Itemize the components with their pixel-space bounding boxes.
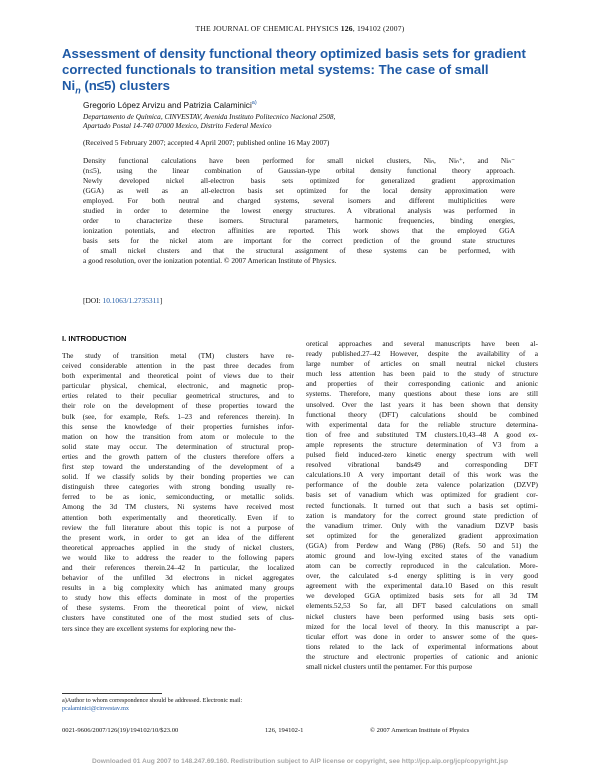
text-line: their role on the development of these properties toward the [62,401,294,411]
affiliation [83,112,463,131]
text-line: elements.52,53 So far, all DFT based calculations on small [306,601,538,611]
text-line: (GGA) from Perdew and Wang (P86) (Refs. 50 and 51) the [306,540,538,550]
abstract-line: (n≤5), using the linear combination of Gaussian-type orbital density functional theory approach. [83,166,515,176]
text-line: resolved vibrational bands49 and corresponding DFT [306,460,538,470]
text-line: mized for the local level of theory. In this manuscript a par- [306,621,538,631]
abstract-line: a good resolution, over the ionization potential. © 2007 American Institute of Physics. [83,256,337,266]
text-line: calculations.10 A very important detail of this work was the [306,470,538,480]
text-line: ceived considerable attention in the past three decades from [62,361,294,371]
text-line: the structure and electronic properties of cationic and anionic [306,651,538,661]
text-line: small nickel clusters until the pentamer. For this purpose [306,662,473,671]
journal-name: THE JOURNAL OF CHEMICAL PHYSICS [195,24,339,33]
article-title [62,46,562,99]
text-line: and their references therein.24–42 In particular, the localized [62,562,294,572]
text-line: Among the 3d TM clusters, Ni systems have received most [62,502,294,512]
text-line: set optimized for the generalized gradient approximation [306,530,538,540]
text-line: ticular effort was done in order to answer some of the ques- [306,631,538,641]
text-line: of these systems. From the theoretical point of view, nickel [62,603,294,613]
text-line: large number of articles on small neutral nickel clusters [306,359,538,369]
text-line: zation is mandatory for the correct ground state prediction of [306,510,538,520]
text-line: performance of the double zeta valence polarization (DZVP) [306,480,538,490]
author-footnote-marker[interactable]: a) [251,100,257,107]
text-line: clusters have constituted one of the most studied sets of clus- [62,613,294,623]
abstract-line: employed. For both neutral and charged systems, several isomers and different multiplicities were [83,196,515,206]
abstract-line: studied in order to determine the lowest energy structures. A vibrational analysis was performed in [83,206,515,216]
text-line: review the full literature about this topic is not a purpose of [62,522,294,532]
text-line: with experimental data for the reliable structure determina- [306,419,538,429]
text-line: much less attention has been paid to the study of structure [306,369,538,379]
text-line: functional theory (DFT) calculations should be combined [306,409,538,419]
text-line: erties related to their peculiar geometrical structures, and to [62,391,294,401]
text-line: mation on how the transition from atom or molecule to the [62,431,294,441]
text-line: we developed GGA optimized basis sets for all 3d TM [306,591,538,601]
text-line: over, the calculated s-d energy splitting is in very good [306,571,538,581]
text-line: distinguish three categories with strong bonding usually re- [62,482,294,492]
abstract-line: order to characterize these isomers. Structural parameters, harmonic frequencies, binding energies, [83,216,515,226]
text-line: The study of transition metal (TM) clusters have re- [62,351,294,360]
abstract-line: Density functional calculations have been performed for small nickel clusters, Niₙ, Niₙ⁺, and Niₙ⁻ [83,156,515,165]
text-line: systems. Therefore, many questions about these ions are still [306,389,538,399]
footer-page: 126, 194102-1 [265,727,304,734]
footnote [62,697,294,713]
footnote-line-1: a)Author to whom correspondence should be addressed. Electronic mail: [62,697,243,704]
abstract-line: of small nickel clusters and that the structural assignment of these systems can be performed, with [83,246,515,256]
text-line: oretical approaches and several manuscripts have been al- [306,339,538,348]
text-line: erties and the growth pattern of the clusters therefore offers a [62,451,294,461]
doi-link[interactable]: 10.1063/1.2735311 [102,296,160,305]
abstract-line: Newly developed nickel all-electron basis sets optimized for generalized gradient approximation [83,176,515,186]
author-names: Gregorio López Arvizu and Patrizia Calaminici [83,100,252,110]
text-line: theoretical approaches applied in the study of nickel clusters, [62,542,294,552]
text-line: and properties of their corresponding cationic and anionic [306,379,538,389]
text-line: attention both experimentally and theoretically. Even if to [62,512,294,522]
text-line: behavior of the unfilled 3d electrons in nickel aggregates [62,573,294,583]
footnote-email[interactable]: pcalaminici@cinvestav.mx [62,705,129,713]
received-dates: (Received 5 February 2007; accepted 4 April 2007; published online 16 May 2007) [83,138,330,147]
text-line: ters since they are excellent systems for exploring new the- [62,623,236,633]
footer-copyright: © 2007 American Institute of Physics [370,727,470,734]
section-heading: I. INTRODUCTION [62,334,127,343]
author-list [83,100,257,110]
affiliation-line-1: Departamento de Química, CINVESTAV, Avenida Instituto Politecnico Nacional 2508, [83,112,336,121]
text-line: this sense the knowledge of their properties furnishes infor- [62,421,294,431]
text-line: the vanadium trimer. Only with the vanadium DZVP basis [306,520,538,530]
journal-volume: 126 [340,24,353,33]
footer-code: 0021-9606/2007/126(19)/194102/10/$23.00 [62,727,179,734]
footnote-divider [62,693,162,694]
journal-pages: , 194102 (2007) [352,24,405,33]
text-line: first step toward the understanding of the development of a [62,462,294,472]
text-line: ample represents the structure determination of V3 from a [306,439,538,449]
text-line: ferred to be as ionic, semiconducting, or metallic solids. [62,492,294,502]
text-line: atom can be correctly reproduced in the calculation. More- [306,561,538,571]
text-line: tion of free and substituted TM clusters.10,43–48 A good ex- [306,429,538,439]
text-line: the present work, in order to get an idea of the different [62,532,294,542]
text-line: particular physical, chemical, electronic, and magnetic prop- [62,381,294,391]
abstract-line: (GGA) as well as an all-electron basis set optimized for the local density approximation were [83,186,515,196]
abstract [83,156,515,267]
title-line-3: $Ni_n$ (n≤5) clusters [62,78,171,96]
title-line-2: corrected functionals to transition metal systems: The case of small [62,62,489,77]
doi-line: [DOI: 10.1063/1.2735311] [83,296,163,305]
text-line: solid state may occur. The determination of structural prop- [62,441,294,451]
right-column [306,339,538,672]
text-line: rected functionals. It turned out that such a basis set optimi- [306,500,538,510]
text-line: pulsed field induced-zero kinetic energy spectrum with well [306,450,538,460]
text-line: unsolved. Over the last years it has been shown that density [306,399,538,409]
text-line: solid. If we classify solids by their bonding properties we can [62,472,294,482]
text-line: ready published.27–42 However, despite the availability of a [306,349,538,359]
running-header [0,24,600,33]
text-line: atomic ground and low-lying excited states of the vanadium [306,550,538,560]
title-line-1: Assessment of density functional theory optimized basis sets for gradient [62,46,526,61]
text-line: nickel clusters have been performed using basis sets opti- [306,611,538,621]
text-line: bulk (see, for example, Refs. 1–23 and references therein). In [62,411,294,421]
text-line: we would like to address the reader to the following papers [62,552,294,562]
abstract-line: ionization potentials, and electron affinities are reported. This work shows that the employed GGA [83,226,515,236]
text-line: to study how this effects dominate in most of the properties [62,593,294,603]
abstract-line: basis sets for the nickel atom are important for the correct prediction of the ground state structures [83,236,515,246]
text-line: basis set of vanadium which was optimized for gradient cor- [306,490,538,500]
text-line: both experimental and theoretical point of views due to their [62,371,294,381]
text-line: results in a big complexity which has animated many groups [62,583,294,593]
download-notice: Downloaded 01 Aug 2007 to 148.247.69.160. Redistribution subject to AIP license or copyright, see http://jcp.aip.org/jcp/copyright.jsp [92,758,508,765]
left-column [62,351,294,634]
text-line: agreement with the experimental data.10 Based on this result [306,581,538,591]
affiliation-line-2: Apartado Postal 14-740 07000 Mexico, Distrito Federal Mexico [83,121,272,131]
text-line: tions related to the lack of experimental informations about [306,641,538,651]
